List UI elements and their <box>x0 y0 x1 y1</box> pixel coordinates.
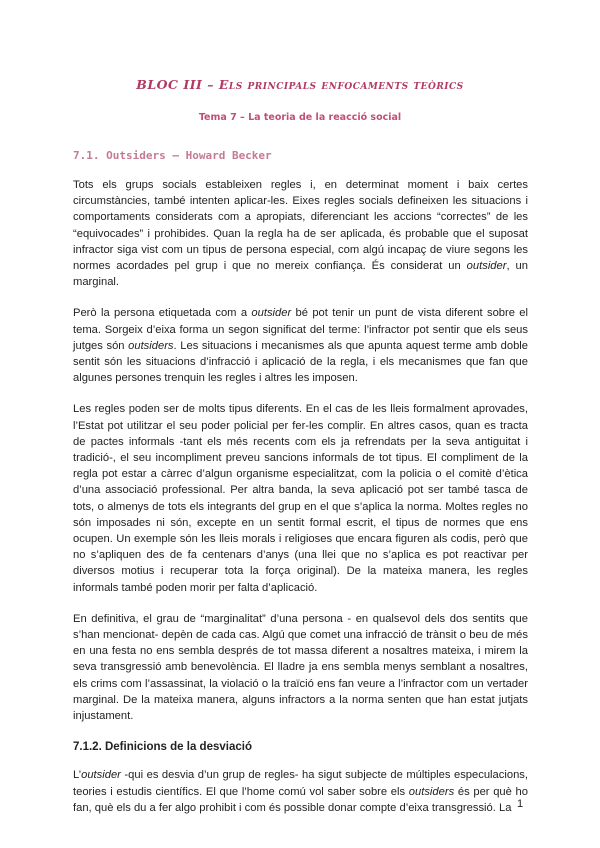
subheading: 7.1.2. Definicions de la desviació <box>73 741 252 754</box>
paragraph-3: Les regles poden ser de molts tipus diferents. En el cas de les lleis formalment aprovades, l’Estat pot utilitzar el seu poder policial per fer-les complir. En altres casos, quan es tracta de pactes informals -tant els més recents com els ja refrendats per la seva antiguitat i tradició-, el seu incompliment preveu sancions informals de tot tipus. El compliment de la regla pot estar a càrrec d’algun organisme especialitzat, com la policia o el comitè d’ètica d’una associació professional. Per altra banda, la seva aplicació pot ser també tasca de tots, o almenys de tots els integrants del grup en el que s’aplica la norma. Moltes regles no són imposades ni són, excepte en un sentit formal escrit, el tipus de normes que ens ocupen. Un exemple són les lleis morals i religioses que encara figuren als codis, però que no s’apliquen des de fa centenars d’anys (una llei que no s’aplica es pot reactivar per diversos motius i recuperar tota la força original). De la mateixa manera, les regles informals també poden morir per falta d’aplicació. <box>73 403 528 594</box>
paragraph-1: Tots els grups socials estableixen regles i, en determinat moment i baix certes circumstàncies, també intenten aplicar-les. Eixes regles socials defineixen les situacions i comportaments considerats com a apropiats, diferenciant les accions “correctes” de les “equivocades” i prohibides. Quan la regla ha de ser aplicada, és probable que el suposat infractor siga vist com un tipus de persona especial, com algú incapaç de viure segons les normes acordades pel grup i que no mereix confiança. És considerat un outsider, un marginal. <box>73 179 528 289</box>
paragraph-4: En definitiva, el grau de “marginalitat” d’una persona - en qualsevol dels dos sentits que s’han mencionat- depèn de cada cas. Algú que comet una infracció de trànsit o beu de més en una festa no ens sembla després de tot massa diferent a nosaltres mateixa, i mirem la seva transgressió amb benevolència. El lladre ja ens sembla menys semblant a nosaltres, els crims com l’assassinat, la violació o la traïció ens fan veure a l’infractor com un vertader marginal. De la mateixa manera, alguns infractors a la norma senten que han estat jutjats injustament. <box>73 612 528 723</box>
bloc-title: BLOC III – Els principals enfocaments teòrics <box>136 77 464 92</box>
page-number: 1 <box>517 798 524 810</box>
paragraph-2: Però la persona etiquetada com a outsider bé pot tenir un punt de vista diferent sobre el tema. Sorgeix d’eixa forma un segon significat del terme: l’infractor pot sentir que els seus jutges són outsiders. Les situacions i mecanismes als que apunta aquest terme amb doble sentit són les situacions d’infracció i aplicació de la regla, i els mecanismes que fan que algunes persones trenquin les regles i altres les imposen. <box>73 307 529 385</box>
section-heading: 7.1. Outsiders – Howard Becker <box>73 149 272 162</box>
tema-subtitle: Tema 7 – La teoria de la reacció social <box>198 112 402 123</box>
paragraph-5: L’outsider -qui es desvia d’un grup de regles- ha sigut subjecte de múltiples especulacions, teories i estudis científics. El que l’home comú vol saber sobre els outsiders és per què ho fan, què els du a fer algo prohibit i com és possible donar compte d’eixa transgressió. La <box>73 769 528 814</box>
body-text <box>73 177 528 831</box>
